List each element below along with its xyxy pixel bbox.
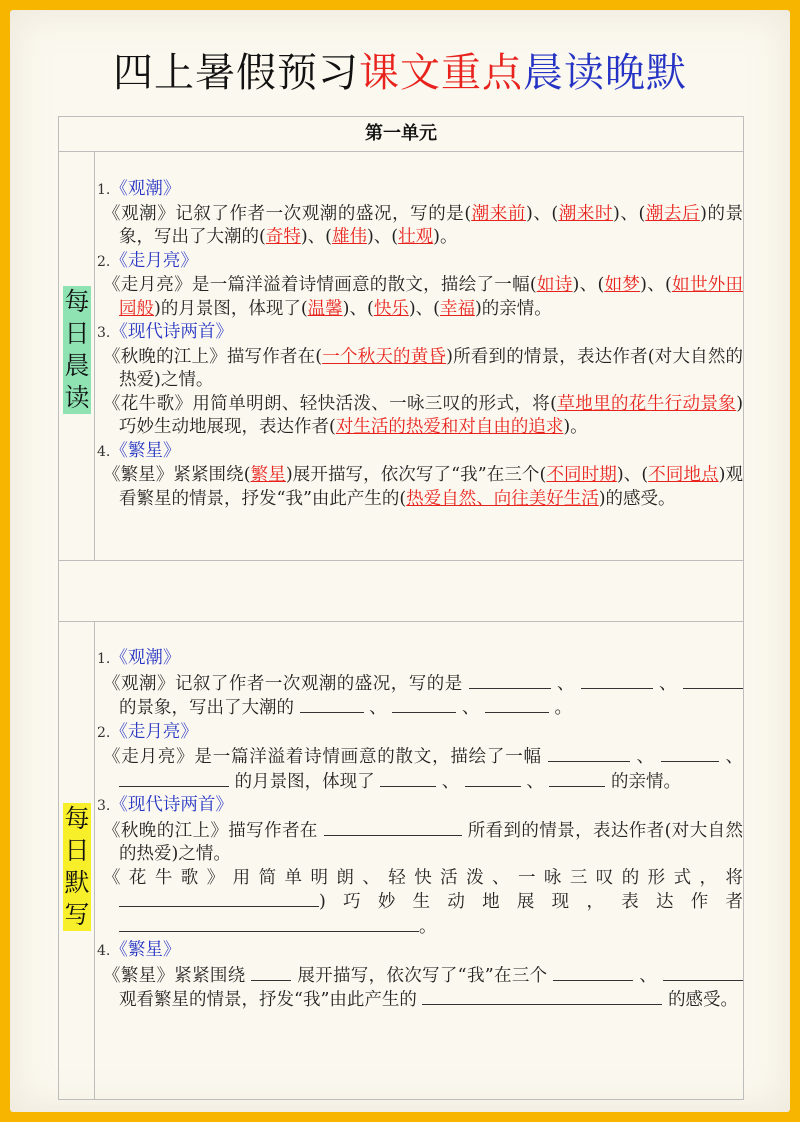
morning-item-1	[97, 178, 743, 250]
evening-item-2	[97, 721, 743, 795]
blank[interactable]	[119, 915, 419, 932]
blank[interactable]	[324, 819, 462, 836]
text: 的亲情。	[611, 771, 682, 792]
separator: 、	[636, 747, 655, 767]
answer: 草地里的花牛行动景象	[556, 393, 737, 414]
text: )展开描写，依次写了“我”在三个(	[285, 465, 547, 485]
answer: 对生活的热爱和对自由的追求	[335, 417, 564, 437]
text: )的月景图，体现了(	[154, 298, 308, 319]
answer: 潮去后	[645, 203, 701, 224]
text: )的亲情。	[474, 298, 552, 319]
text: 《花牛歌》用简单明朗、轻快活泼、一咏三叹的形式，将(	[103, 393, 557, 414]
blank[interactable]	[392, 696, 456, 713]
text: )的景象，写出了大潮的(	[119, 203, 744, 247]
study-table	[58, 116, 744, 1100]
text: )、(	[616, 465, 649, 485]
morning-item-4	[97, 440, 743, 512]
text: )、(	[572, 275, 605, 295]
text: 《观潮》记叙了作者一次观潮的盛况，写的是	[103, 673, 463, 694]
blank[interactable]	[683, 672, 743, 689]
answer: 壮观	[398, 227, 434, 247]
item-number: 2.	[97, 253, 111, 270]
blank[interactable]	[485, 696, 549, 713]
text: 。	[419, 916, 437, 937]
answer: 潮来前	[471, 203, 526, 224]
separator: 、	[556, 673, 575, 694]
morning-item-3	[97, 321, 743, 440]
text: 《花牛歌》用简单明朗、轻快活泼、一咏三叹的形式，将	[103, 867, 743, 888]
text: )、(	[300, 227, 332, 247]
blank[interactable]	[422, 988, 662, 1005]
separator: 、	[526, 771, 544, 792]
evening-item-4	[97, 939, 743, 1013]
separator: 、	[461, 698, 480, 718]
blank[interactable]	[549, 770, 605, 787]
text: 《秋晚的江上》描写作者在(	[103, 346, 323, 367]
answer: 温馨	[307, 298, 343, 319]
lesson-title: 《观潮》	[110, 648, 181, 668]
title-part-1: 四上暑假预习	[113, 50, 359, 96]
title-part-2: 课文重点	[359, 50, 523, 96]
lesson-title: 《现代诗两首》	[110, 322, 233, 342]
text: 的景象，写出了大潮的	[119, 698, 294, 718]
blank[interactable]	[119, 770, 229, 787]
morning-reading-label: 每日晨读	[64, 287, 90, 412]
blank[interactable]	[380, 770, 436, 787]
answer: 繁星	[250, 465, 286, 485]
text: )、(	[342, 298, 374, 319]
text: )、(	[366, 227, 399, 247]
separator: 、	[441, 771, 460, 792]
lesson-title: 《繁星》	[110, 440, 181, 461]
spacer-row	[59, 560, 743, 622]
separator: 、	[639, 965, 658, 986]
answer: 快乐	[373, 298, 409, 319]
separator: 、	[369, 698, 387, 718]
text: )、(	[525, 203, 559, 224]
text: 的月景图，体现了	[234, 771, 375, 792]
item-number: 4.	[97, 943, 111, 959]
evening-writing-content	[97, 647, 743, 1013]
blank[interactable]	[548, 745, 630, 762]
text: 《繁星》紧紧围绕(	[103, 465, 251, 485]
text: )、(	[408, 298, 440, 319]
text: )的感受。	[598, 488, 676, 509]
answer: 不同地点	[648, 465, 719, 485]
blank[interactable]	[465, 770, 521, 787]
answer: 潮来时	[558, 203, 614, 224]
text: )。	[433, 227, 458, 247]
text: 《秋晚的江上》描写作者在	[103, 820, 318, 841]
morning-label-cell	[59, 152, 95, 560]
text: )所看到的情景，表达作者(对大自然的热爱)之情。	[119, 346, 744, 390]
item-number: 1.	[97, 182, 111, 198]
answer: 如梦	[604, 275, 641, 295]
text: 所看到的情景，表达作者(对大自然的热爱)之情。	[119, 820, 743, 864]
item-number: 3.	[97, 325, 111, 341]
answer: 不同时期	[546, 465, 617, 485]
answer: 奇特	[265, 227, 301, 247]
answer: 幸福	[439, 298, 475, 319]
morning-reading-content	[97, 178, 743, 511]
answer: 热爱自然、向往美好生活	[406, 488, 599, 509]
blank[interactable]	[469, 672, 551, 689]
lesson-title: 《走月亮》	[110, 250, 198, 271]
text: 《观潮》记叙了作者一次观潮的盛况，写的是(	[103, 203, 472, 224]
blank[interactable]	[553, 964, 633, 981]
text: )、(	[613, 203, 646, 224]
item-number: 3.	[97, 798, 111, 814]
separator: 、	[658, 673, 677, 694]
text: 《繁星》紧紧围绕	[103, 965, 246, 986]
text: )巧妙生动地展现，表达作者(	[119, 393, 744, 437]
text: )观看繁星的情景，抒发“我”由此产生的(	[119, 465, 744, 509]
title-part-3: 晨读晚默	[523, 50, 687, 96]
text: )巧妙生动地展现，表达作者	[319, 892, 743, 912]
lesson-title: 《现代诗两首》	[110, 795, 233, 815]
evening-item-3	[97, 794, 743, 939]
answer: 如诗	[536, 275, 573, 295]
item-number: 1.	[97, 651, 111, 667]
blank[interactable]	[251, 964, 291, 981]
text: 的感受。	[668, 990, 739, 1010]
answer: 一个秋天的黄昏	[322, 346, 447, 367]
blank[interactable]	[581, 672, 653, 689]
blank[interactable]	[663, 964, 743, 981]
text: )、(	[640, 275, 672, 295]
item-number: 2.	[97, 724, 111, 741]
text: 展开描写，依次写了“我”在三个	[297, 965, 548, 986]
blank[interactable]	[661, 745, 719, 762]
evening-writing-label: 每日默写	[64, 804, 90, 929]
evening-label-cell	[59, 621, 95, 1099]
lesson-title: 《走月亮》	[110, 721, 198, 742]
text: 《走月亮》是一篇洋溢着诗情画意的散文，描绘了一幅(	[103, 275, 537, 295]
unit-heading: 第一单元	[59, 117, 743, 152]
lesson-title: 《观潮》	[110, 179, 181, 199]
answer: 如世外田园般	[119, 275, 744, 319]
morning-item-2	[97, 250, 743, 322]
text: 《走月亮》是一篇洋溢着诗情画意的散文，描绘了一幅	[103, 747, 542, 767]
page-title	[10, 48, 790, 98]
lesson-title: 《繁星》	[110, 940, 181, 960]
text: 观看繁星的情景，抒发“我”由此产生的	[119, 990, 417, 1010]
answer: 雄伟	[331, 227, 367, 247]
worksheet	[10, 10, 790, 1112]
evening-item-1	[97, 647, 743, 721]
separator: 、	[725, 747, 744, 767]
text: 。	[554, 698, 572, 718]
blank[interactable]	[300, 696, 364, 713]
blank[interactable]	[119, 890, 319, 907]
item-number: 4.	[97, 443, 111, 460]
text: )。	[563, 417, 588, 437]
